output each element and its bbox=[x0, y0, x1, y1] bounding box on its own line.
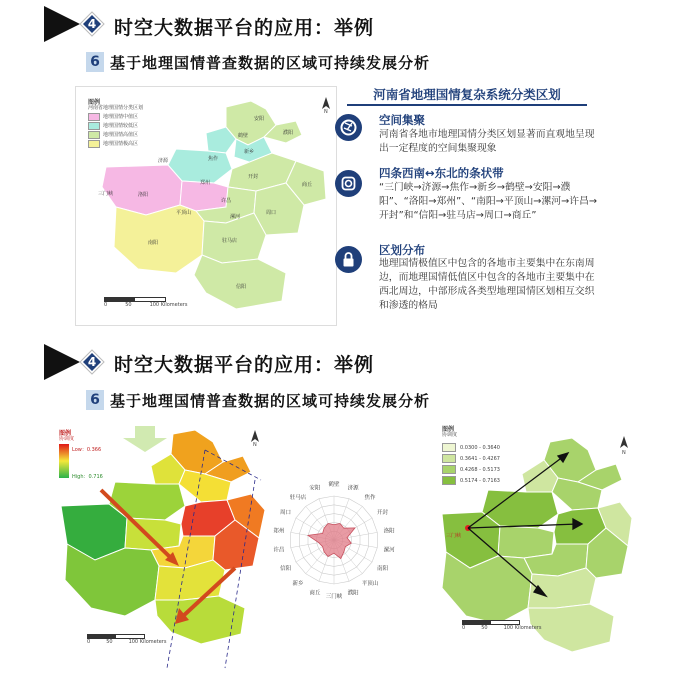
lock-icon bbox=[335, 246, 362, 273]
city-label: 周口 bbox=[266, 210, 277, 216]
city-label: 许昌 bbox=[221, 198, 232, 204]
radar-axis-label: 许昌 bbox=[273, 547, 285, 554]
slide-badge-number: 4 bbox=[87, 17, 97, 31]
radar-axis-label: 濮阳 bbox=[347, 590, 359, 597]
city-label: 信阳 bbox=[236, 284, 247, 290]
city-label: 安阳 bbox=[254, 116, 265, 122]
origin-city-label: 三门峡 bbox=[446, 533, 462, 539]
map1-regions bbox=[76, 87, 336, 325]
city-label: 濮阳 bbox=[283, 130, 294, 136]
radar-axis-label: 洛阳 bbox=[383, 528, 395, 535]
map3-legend-subtitle: 协调度 bbox=[442, 432, 458, 438]
section-title-four-belts: 四条西南↔东北的条状带 bbox=[379, 166, 504, 180]
radar-svg bbox=[264, 470, 404, 610]
radar-axis-label: 平顶山 bbox=[361, 580, 379, 587]
subtitle-badge: 6 bbox=[86, 52, 104, 72]
coordination-map bbox=[55, 420, 265, 670]
henan-classification-map bbox=[75, 86, 337, 326]
legend-item: 0.3641 - 0.4267 bbox=[442, 453, 500, 464]
north-label: N bbox=[622, 450, 626, 456]
camera-aperture-icon bbox=[335, 114, 362, 141]
radar-axis-label: 驻马店 bbox=[289, 495, 307, 502]
subtitle: 基于地理国情普查数据的区域可持续发展分析 bbox=[110, 54, 431, 72]
city-label: 驻马店 bbox=[222, 238, 238, 244]
play-arrow-icon bbox=[44, 344, 80, 380]
map2-legend-title: 图例 bbox=[59, 430, 72, 437]
arrow-map bbox=[432, 420, 632, 670]
play-arrow-icon bbox=[44, 6, 80, 42]
slide-title: 时空大数据平台的应用：举例 bbox=[114, 17, 375, 39]
city-label: 济源 bbox=[158, 158, 169, 164]
radar-axis-label: 漯河 bbox=[383, 547, 395, 554]
radar-axis-label: 济源 bbox=[347, 485, 359, 492]
legend-item: 地理国情高值区 bbox=[88, 130, 138, 139]
map1-legend-title: 图例 bbox=[88, 99, 101, 106]
map2-high-label: High：0.716 bbox=[72, 474, 103, 480]
map3-scale-bar: 0 50 100 Kilometers bbox=[462, 620, 541, 631]
city-label: 南阳 bbox=[148, 240, 159, 246]
slide-title: 时空大数据平台的应用：举例 bbox=[114, 354, 375, 376]
panel-title: 河南省地理国情复杂系统分类区划 bbox=[373, 87, 561, 102]
section-body-spatial-clustering: 河南省各地市地理国情分类区划显著而直观地呈现出一定程度的空间集聚现象 bbox=[379, 129, 595, 154]
radar-chart bbox=[264, 470, 404, 610]
radar-axis-label: 商丘 bbox=[309, 590, 321, 597]
radar-axis-label: 三门峡 bbox=[325, 594, 343, 600]
city-label: 漯河 bbox=[230, 214, 241, 220]
city-label: 焦作 bbox=[208, 156, 219, 162]
radar-axis-label: 鹤壁 bbox=[328, 482, 340, 488]
north-label: N bbox=[324, 109, 328, 115]
section-body-four-belts: “三门峡→济源→焦作→新乡→鹤壁→安阳→濮阳”、“洛阳→郑州”、“南阳→平顶山→漯河→许昌→开封”和“信阳→驻马店→周口→商丘” bbox=[379, 182, 598, 221]
radar-axis-label: 开封 bbox=[376, 510, 389, 516]
radar-axis-label: 信阳 bbox=[279, 566, 292, 572]
map3-legend-title: 图例 bbox=[442, 426, 455, 433]
slide-badge-number: 4 bbox=[87, 355, 97, 369]
city-label: 开封 bbox=[248, 174, 259, 180]
radar-axis-label: 郑州 bbox=[273, 528, 285, 535]
instagram-icon bbox=[335, 170, 362, 197]
legend-item: 地理国情极高区 bbox=[88, 139, 138, 148]
legend-item: 0.4268 - 0.5173 bbox=[442, 464, 500, 475]
city-label: 洛阳 bbox=[138, 192, 149, 198]
section-title-zoning-distribution: 区划分布 bbox=[379, 243, 425, 257]
city-label: 三门峡 bbox=[98, 191, 114, 197]
radar-axis-label: 南阳 bbox=[376, 566, 389, 572]
city-label: 平顶山 bbox=[176, 210, 192, 216]
map1-scale-bar: 0 50 100 Kilometers bbox=[104, 297, 187, 308]
map1-legend-subtitle: 河南省地理国情分类区划 bbox=[88, 105, 144, 111]
city-label: 商丘 bbox=[302, 182, 313, 188]
city-label: 郑州 bbox=[200, 180, 211, 186]
radar-axis-label: 安阳 bbox=[309, 485, 321, 492]
city-label: 鹤壁 bbox=[238, 133, 249, 139]
legend-item: 0.5174 - 0.7163 bbox=[442, 475, 500, 486]
map3-regions bbox=[432, 420, 632, 670]
subtitle: 基于地理国情普查数据的区域可持续发展分析 bbox=[110, 392, 431, 410]
subtitle-badge: 6 bbox=[86, 390, 104, 410]
panel-header bbox=[347, 86, 587, 106]
radar-area bbox=[308, 524, 355, 559]
north-label: N bbox=[253, 442, 257, 448]
map2-scale-bar: 0 50 100 Kilometers bbox=[87, 634, 166, 645]
section-body-zoning-distribution: 地理国情极值区中包含的各地市主要集中在东南周边，而地理国情低值区中包含的各地市主要集中在西北周边，中部形成各类型地理国情区划相互交织和渗透的格局 bbox=[379, 258, 595, 311]
city-label: 新乡 bbox=[244, 149, 255, 155]
radar-axis-label: 焦作 bbox=[364, 495, 376, 502]
map2-low-label: Low：0.366 bbox=[72, 447, 102, 453]
map2-legend-subtitle: 协调度 bbox=[59, 436, 75, 442]
radar-axis-label: 周口 bbox=[279, 510, 292, 516]
legend-item: 地理国情较低区 bbox=[88, 121, 138, 130]
legend-item: 地理国情中值区 bbox=[88, 112, 138, 121]
legend-item: 0.0300 - 0.3640 bbox=[442, 442, 500, 453]
radar-axis-label: 新乡 bbox=[292, 580, 304, 587]
map2-regions bbox=[55, 420, 265, 670]
section-title-spatial-clustering: 空间集聚 bbox=[379, 113, 425, 127]
